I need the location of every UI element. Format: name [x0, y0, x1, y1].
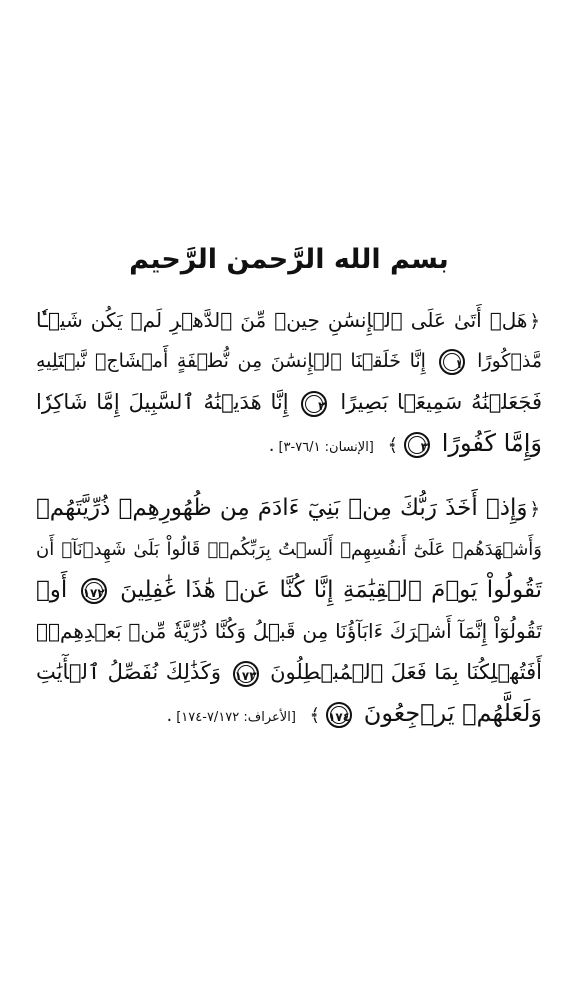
- quran-passage-insan: [36, 300, 542, 464]
- surah-citation: [الإنسان: ٧٦/١-٣]: [278, 440, 374, 455]
- ayah-number-marker: ١٧٢: [81, 578, 107, 604]
- ayah-text: وَلَعَلَّهُمۡ يَرۡجِعُونَ: [363, 699, 542, 727]
- passage-line: [36, 529, 542, 570]
- passage-line: [36, 693, 542, 734]
- passage-line: [36, 341, 542, 382]
- basmala-heading: بسم الله الرَّحمن الرَّحيم: [129, 244, 449, 275]
- ayah-text: وَإِمَّا كَفُورًا: [441, 429, 542, 457]
- ayah-number-marker: ١: [439, 349, 465, 375]
- passage-line: [36, 652, 542, 693]
- surah-citation: [الأعراف: ٧/١٧٢-١٧٤]: [176, 710, 296, 725]
- ayah-text: أَوۡ: [36, 577, 68, 603]
- ayah-number-marker: ١٧٤: [326, 702, 352, 728]
- open-bracket: ﴿: [529, 311, 541, 332]
- end-period: .: [166, 705, 173, 726]
- passage-line: [36, 611, 542, 652]
- ayah-text: تَقُولُواْ يَوۡمَ ٱلۡقِيَٰمَةِ إِنَّا كُنَّا عَنۡ هَٰذَا غَٰفِلِينَ: [120, 577, 543, 603]
- close-bracket: ﴾: [387, 435, 399, 456]
- passage-line: [36, 423, 542, 464]
- ayah-text: وَإِذۡ أَخَذَ رَبُّكَ مِنۢ بَنِيٓ ءَادَمَ مِن ظُهُورِهِمۡ ذُرِّيَّتَهُمۡ: [36, 495, 528, 521]
- close-bracket: ﴾: [309, 705, 321, 726]
- ayah-text: مَّذۡكُورًا: [477, 350, 543, 372]
- ayah-number-marker: ٣: [404, 432, 430, 458]
- end-period: .: [268, 435, 275, 456]
- ayah-number-marker: ١٧٣: [233, 661, 259, 687]
- passage-line: [36, 570, 542, 611]
- ayah-text: إِنَّا هَدَيۡنَٰهُ ٱلسَّبِيلَ إِمَّا شَاكِرٗا: [36, 390, 289, 414]
- passage-line: [36, 300, 542, 341]
- open-bracket: ﴿: [529, 499, 540, 520]
- ayah-text: وَأَشۡهَدَهُمۡ عَلَىٰٓ أَنفُسِهِمۡ أَلَسۡتُ بِرَبِّكُمۡۖ قَالُواْ بَلَىٰ شَهِدۡنَآۚ أَن: [36, 539, 542, 560]
- passage-line: [36, 382, 542, 423]
- ayah-text: وَكَذَٰلِكَ نُفَصِّلُ ٱلۡأٓيَٰتِ: [36, 660, 222, 684]
- ayah-number-marker: ٢: [301, 391, 327, 417]
- quran-passage-araf: [36, 488, 542, 734]
- ayah-text: إِنَّا خَلَقۡنَا ٱلۡإِنسَٰنَ مِن نُّطۡفَةٍ أَمۡشَاجٖ نَّبۡتَلِيهِ: [36, 350, 426, 372]
- ayah-text: أَفَتُهۡلِكُنَا بِمَا فَعَلَ ٱلۡمُبۡطِلُونَ: [270, 660, 542, 684]
- passage-line: [36, 488, 542, 529]
- ayah-text: هَلۡ أَتَىٰ عَلَى ٱلۡإِنسَٰنِ حِينٞ مِّنَ ٱلدَّهۡرِ لَمۡ يَكُن شَيۡـٔٗا: [36, 308, 528, 332]
- ayah-text: فَجَعَلۡنَٰهُ سَمِيعَۢا بَصِيرًا: [340, 390, 542, 414]
- ayah-text: تَقُولُوٓاْ إِنَّمَآ أَشۡرَكَ ءَابَآؤُنَا مِن قَبۡلُ وَكُنَّا ذُرِّيَّةٗ مِّنۢ بَعۡدِهِمۡۖ: [36, 619, 542, 643]
